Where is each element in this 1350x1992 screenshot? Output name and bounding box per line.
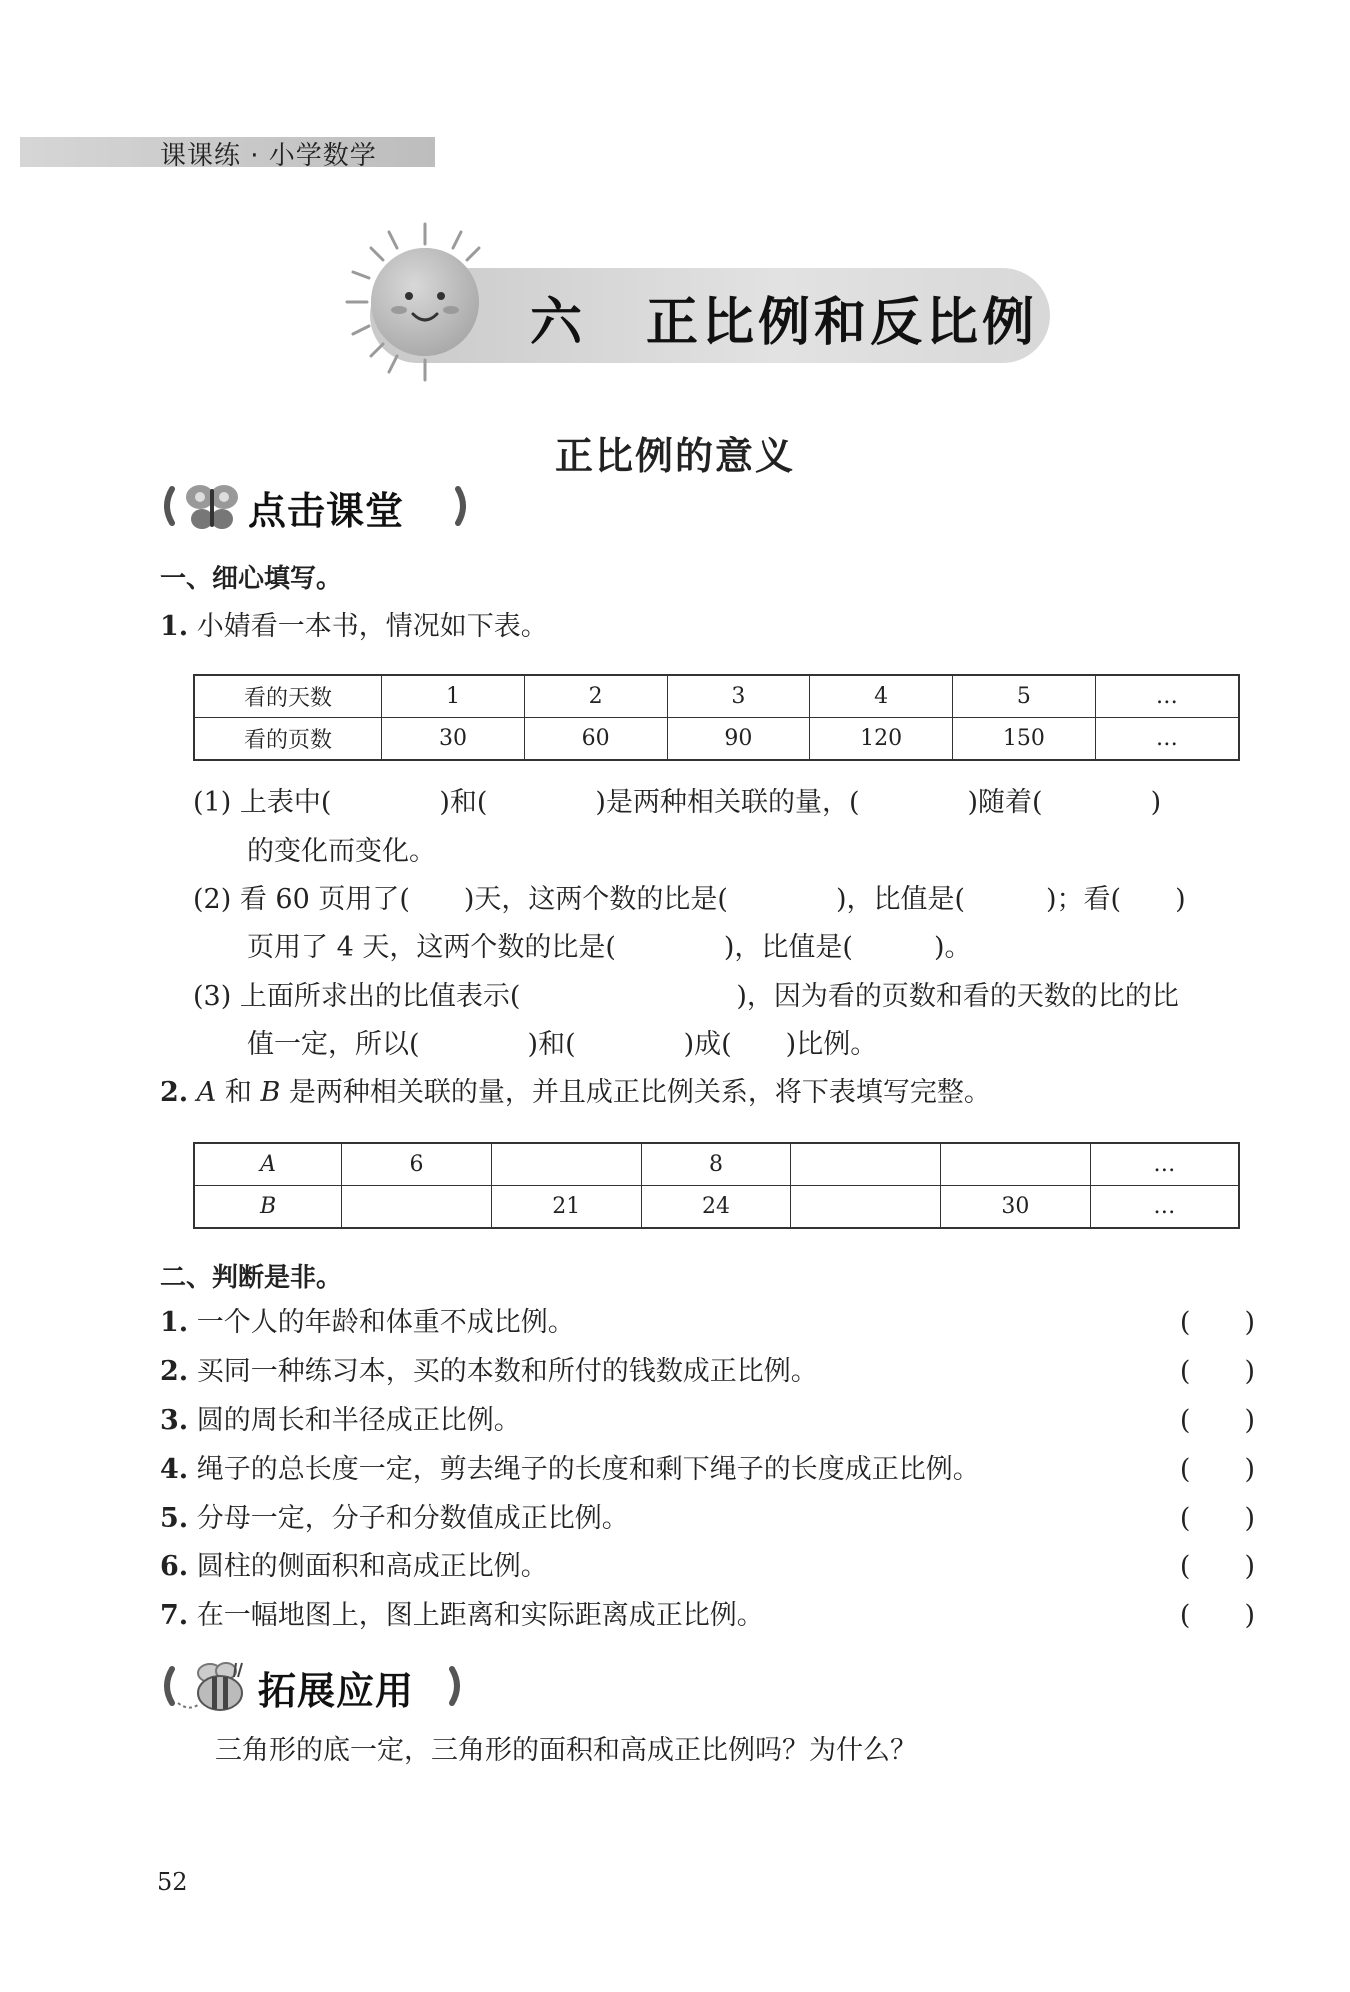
sub-question-3-cont: 值一定，所以( )和( )成( )比例。 [247, 1029, 878, 1060]
part2-heading: 二、判断是非。 [160, 1263, 343, 1293]
answer-parens: ( ) [1179, 1503, 1255, 1534]
table-cell: … [1095, 675, 1239, 718]
table-cell: 120 [810, 718, 953, 761]
row-label: B [194, 1186, 342, 1229]
variable-a: A [196, 1077, 217, 1108]
book-title: 课课练 · 小学数学 [160, 141, 377, 171]
table-cell: 3 [667, 675, 810, 718]
row-label: A [194, 1143, 342, 1186]
table-row [194, 675, 1239, 718]
table-cell: 6 [342, 1143, 492, 1186]
sub-question-1: (1) 上表中( )和( )是两种相关联的量，( )随着( ) [193, 787, 1162, 818]
table-cell [791, 1186, 941, 1229]
item-text: 买同一种练习本，买的本数和所付的钱数成正比例。 [196, 1356, 818, 1387]
extension-question: 三角形的底一定，三角形的面积和高成正比例吗？为什么？ [215, 1735, 917, 1766]
table-cell: 2 [524, 675, 667, 718]
table-cell: 5 [953, 675, 1096, 718]
row-label: 看的天数 [194, 675, 382, 718]
answer-parens: ( ) [1179, 1405, 1255, 1436]
table-cell [791, 1143, 941, 1186]
table-cell: 60 [524, 718, 667, 761]
section-label: 拓展应用 [258, 1669, 415, 1713]
bee-icon [174, 1655, 254, 1717]
conjunction: 和 [224, 1077, 252, 1108]
sub-question-1-cont: 的变化而变化。 [247, 836, 436, 867]
judge-item [160, 1499, 629, 1539]
table-row [194, 718, 1239, 761]
judge-item [160, 1450, 980, 1490]
lesson-title: 正比例的意义 [554, 434, 795, 478]
table-cell: 30 [382, 718, 525, 761]
sub-question-2-cont: 页用了 4 天，这两个数的比是( )，比值是( )。 [247, 932, 972, 963]
reading-table [193, 674, 1240, 761]
proportion-table [193, 1142, 1240, 1229]
answer-parens: ( ) [1179, 1356, 1255, 1387]
butterfly-icon [182, 479, 242, 535]
item-text: 分母一定，分子和分数值成正比例。 [196, 1503, 629, 1534]
sun-icon [345, 222, 505, 382]
item-text: 绳子的总长度一定，剪去绳子的长度和剩下绳子的长度成正比例。 [196, 1454, 980, 1485]
unit-number: 六 [530, 293, 587, 353]
section-badge-extension [160, 1655, 470, 1717]
sub-question-2: (2) 看 60 页用了( )天，这两个数的比是( )，比值是( )；看( ) [193, 884, 1186, 915]
item-number: 7. [160, 1600, 189, 1631]
item-text: 圆柱的侧面积和高成正比例。 [196, 1551, 548, 1582]
judge-item [160, 1547, 548, 1587]
question-number: 1. [160, 611, 189, 642]
table-row [194, 1186, 1239, 1229]
sub-question-3: (3) 上面所求出的比值表示( )，因为看的页数和看的天数的比的比 [193, 981, 1179, 1012]
part1-heading: 一、细心填写。 [160, 564, 343, 594]
table-cell: 30 [940, 1186, 1090, 1229]
item-text: 一个人的年龄和体重不成比例。 [196, 1307, 575, 1338]
question-text: 是两种相关联的量，并且成正比例关系，将下表填写完整。 [288, 1077, 991, 1108]
table-cell: 90 [667, 718, 810, 761]
item-number: 2. [160, 1356, 189, 1387]
page-number: 52 [157, 1868, 188, 1896]
judge-item [160, 1401, 521, 1441]
table-cell: 21 [491, 1186, 641, 1229]
table-cell: … [1090, 1186, 1239, 1229]
table-cell: 150 [953, 718, 1096, 761]
answer-parens: ( ) [1179, 1307, 1255, 1338]
table-cell: 4 [810, 675, 953, 718]
item-text: 在一幅地图上，图上距离和实际距离成正比例。 [196, 1600, 764, 1631]
table-cell: … [1095, 718, 1239, 761]
question-2 [160, 1073, 991, 1113]
table-cell: 24 [641, 1186, 791, 1229]
judge-item [160, 1352, 818, 1392]
section-label: 点击课堂 [248, 489, 405, 533]
table-cell: 1 [382, 675, 525, 718]
answer-parens: ( ) [1179, 1600, 1255, 1631]
item-number: 5. [160, 1503, 189, 1534]
item-number: 3. [160, 1405, 189, 1436]
unit-heading [530, 280, 1038, 355]
row-label: 看的页数 [194, 718, 382, 761]
judge-item [160, 1303, 575, 1343]
item-number: 4. [160, 1454, 189, 1485]
table-row [194, 1143, 1239, 1186]
answer-parens: ( ) [1179, 1551, 1255, 1582]
table-cell: 8 [641, 1143, 791, 1186]
table-cell [342, 1186, 492, 1229]
judge-item [160, 1596, 764, 1636]
table-cell: … [1090, 1143, 1239, 1186]
question-1 [160, 607, 548, 647]
unit-title: 正比例和反比例 [646, 293, 1039, 353]
item-number: 6. [160, 1551, 189, 1582]
answer-parens: ( ) [1179, 1454, 1255, 1485]
section-badge-classroom [160, 475, 470, 537]
item-number: 1. [160, 1307, 189, 1338]
item-text: 圆的周长和半径成正比例。 [196, 1405, 521, 1436]
question-text: 小婧看一本书，情况如下表。 [196, 611, 548, 642]
question-number: 2. [160, 1077, 189, 1108]
table-cell [940, 1143, 1090, 1186]
table-cell [491, 1143, 641, 1186]
variable-b: B [260, 1077, 281, 1108]
